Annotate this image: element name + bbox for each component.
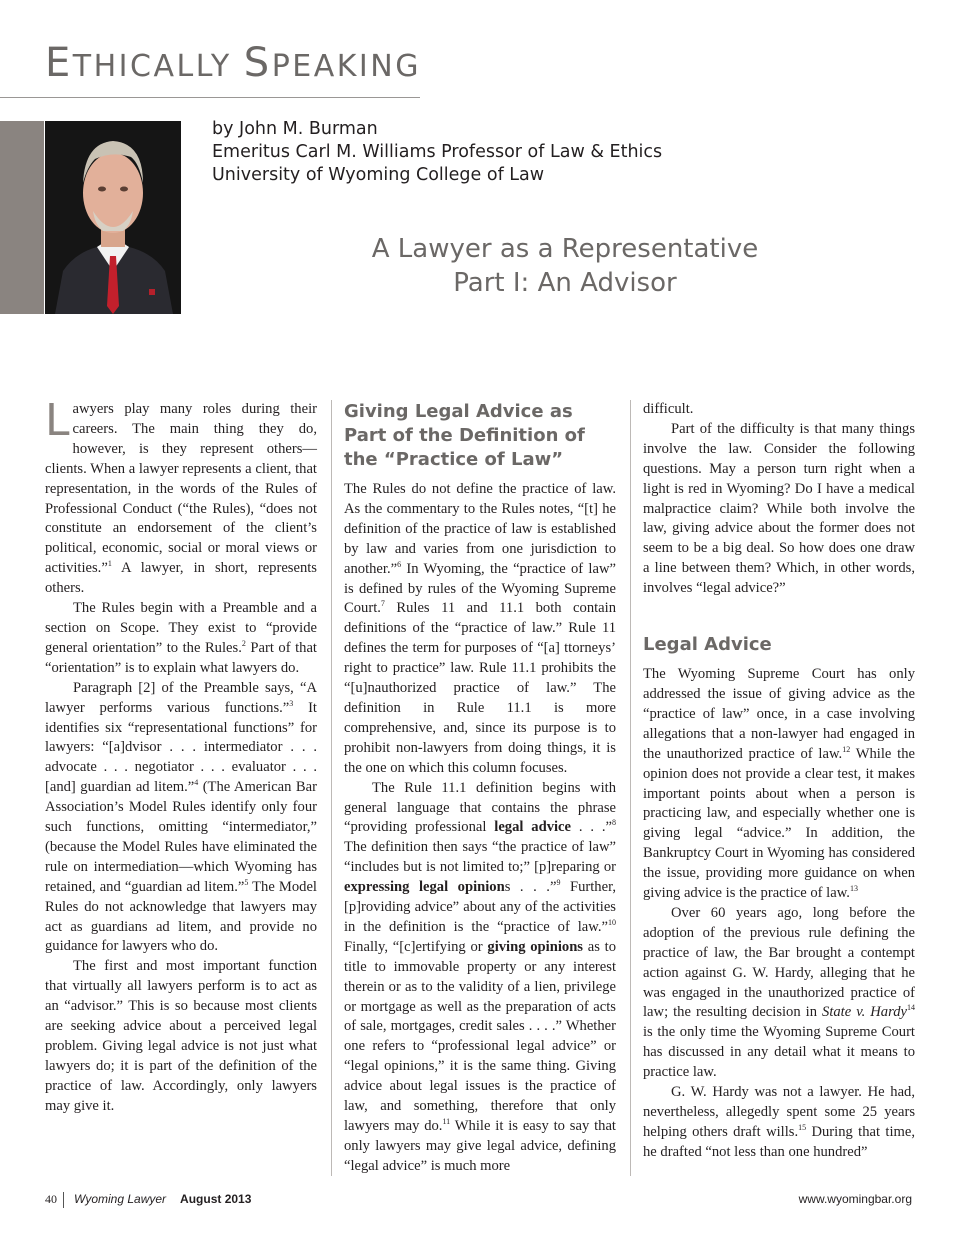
- paragraph: Over 60 years ago, long before the adoption of the previous rule defining the practice of law, the Bar brought a contempt action against G. W. Hardy, alleging that he was engaged in the unauthorized practice of law; the resulting decision in State v. Hardy$^{14}$ is the only time the Wyoming Supreme Court has discussed in any detail what it means to practice law.: [643, 904, 915, 1081]
- column-divider: [331, 400, 332, 1176]
- paragraph: The Rules do not define the practice of law. As the commentary to the Rules notes, “[t] he definition of the practice of law is established by law and varies from one jurisdiction to another.”$^6$ In Wyoming, the “practice of law” is defined by rules of the Wyoming Supreme Court.$^7$ Rules 11 and 11.1 both contain definitions of the “practice of law.” Rule 11 defines the term for purposes of “[a] ttorneys’ right to practice” law. Rule 11.1 prohibits the “[u]nauthorized practice of law.” The definition in Rule 11.1 is more comprehensive, and, since its purpose is to prohibit non-lawyers from doing things, it is the one on which this column focuses.: [344, 481, 616, 776]
- article-title: A Lawyer as a Representative Part I: An Advisor: [371, 234, 759, 298]
- section-title: ETHICALLY SPEAKING: [45, 40, 421, 86]
- drop-cap: L: [45, 395, 70, 446]
- author-institution: University of Wyoming College of Law: [212, 165, 545, 185]
- text-column-2: [344, 400, 616, 1177]
- footer-separator: [63, 1192, 64, 1208]
- paragraph: G. W. Hardy was not a lawyer. He had, nevertheless, allegedly spent some 25 years helping others draft wills.$^{15}$ During that time, he drafted “not less than one hundred”: [643, 1084, 916, 1160]
- author-portrait-image: [45, 121, 181, 314]
- paragraph: The Rules begin with a Preamble and a section on Scope. They exist to “provide general orientation” to the Rules.$^2$ Part of that “orientation” is to explain what lawyers do.: [45, 600, 317, 676]
- paragraph: Paragraph [2] of the Preamble says, “A lawyer performs various functions.”$^3$ It identifies six “representational functions” for lawyers: “[a]dvisor . . . intermediator . . . advocate . . . negotiator . . . evaluator . . . [and] guardian ad litem.”$^4$ (The American Bar Association’s Model Rules identify only four such functions, omitting “intermediator,” (because the Model Rules have eliminated the rule on intermediation—which Wyoming has retained, and “guardian ad litem.”$^5$ The Model Rules do not acknowledge that lawyers may act as guardians ad litem, and provide no guidance for lawyers who do.: [45, 679, 318, 955]
- text-column-3: [643, 400, 915, 1163]
- paragraph: Part of the difficulty is that many things involve the law. Consider the following questions. May a person turn right when a light is red in Wyoming? Do I have a medical malpractice claim? While both involve the law, giving advice about the former does not seem to be a big deal. So how does one draw a line between them? Which, in other words, involves “legal advice?”: [643, 420, 915, 597]
- section-heading: Legal Advice: [643, 634, 772, 656]
- footer-left: [45, 1192, 251, 1208]
- issue-date: August 2013: [180, 1192, 252, 1206]
- column-divider: [630, 400, 631, 1176]
- decorative-side-bar: [0, 121, 44, 314]
- author-photo: [45, 121, 181, 314]
- section-heading: Giving Legal Advice as Part of the Definition of the “Practice of Law”: [344, 401, 585, 470]
- paragraph: difficult.: [643, 401, 694, 417]
- author-position: Emeritus Carl M. Williams Professor of Law & Ethics: [212, 142, 663, 162]
- paragraph: The Wyoming Supreme Court has only addressed the issue of giving advice as the “practice of law” once, in a case involving allegations that a non-lawyer had engaged in the unauthorized practice of law.$^{12}$ While the opinion does not provide a clear test, it makes important points about when a person is practicing law, and especially whether one is giving legal “advice.” In addition, the Bankruptcy Court in Wyoming has considered the issue, providing more guidance on when giving advice is the practice of law.$^{13}$: [643, 666, 915, 902]
- byline: [212, 118, 662, 187]
- author-name: by John M. Burman: [212, 119, 378, 139]
- header-rule: [0, 97, 420, 98]
- text-column-1: [45, 395, 318, 1117]
- paragraph: The Rule 11.1 definition begins with general language that contains the phrase “providing professional legal advice . . .”$^8$ The definition then says “the practice of law” “includes but is not limited to;” [p]reparing or expressing legal opinions . . .”$^9$ Further, [p]roviding advice” about any of the activities in the definition is the “practice of law.”$^{10}$ Finally, “[c]ertifying or giving opinions as to title to immovable property or any interest therein or as to the validity of a lien, privilege or mortgage as well as the preparation of acts of sale, mortgages, credit sales . . . .” Whether one refers to “professional legal advice” or “legal opinions,” it is the same thing. Giving advice about legal issues is the practice of law, and something, therefore that only lawyers may do.$^{11}$ While it is easy to say that only lawyers may give legal advice, defining “legal advice” is much more: [344, 779, 617, 1174]
- paragraph: The first and most important function that virtually all lawyers perform is to act as an “advisor.” This is so because most clients are seeking advice about a perceived legal problem. Giving legal advice is not just what lawyers do; it is part of the definition of the practice of law. Accordingly, only lawyers may give it.: [45, 958, 317, 1114]
- paragraph: Lawyers play many roles during their careers. The main thing they do, however, is they represent others—clients. When a lawyer represents a client, that representation, in the words of the Rules of Professional Conduct (“the Rules), “does not constitute an endorsement of the client’s political, economic, social or moral views or activities.”$^1$ A lawyer, in short, represents others.: [45, 395, 317, 597]
- page-number: 40: [45, 1192, 57, 1206]
- footer-website: www.wyomingbar.org: [798, 1192, 912, 1206]
- magazine-name: Wyoming Lawyer: [74, 1192, 167, 1206]
